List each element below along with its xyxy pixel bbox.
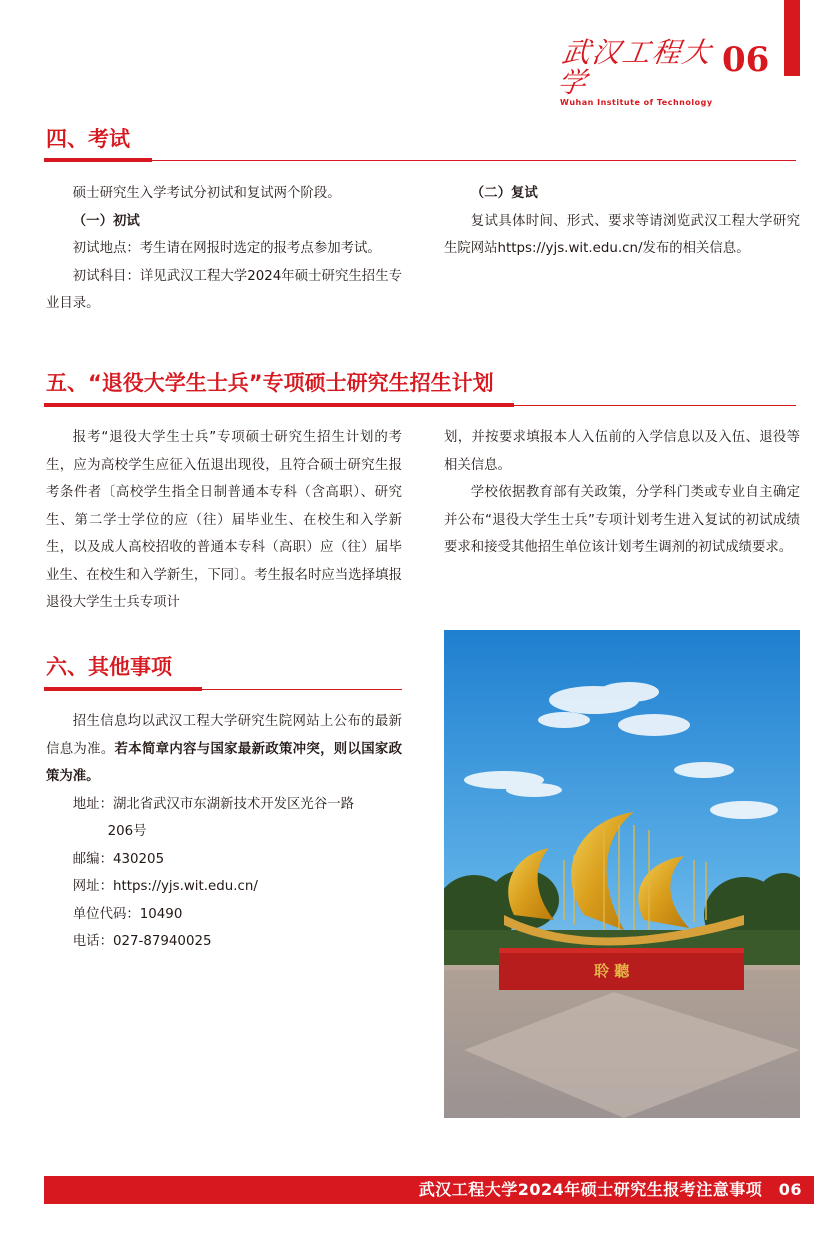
logo-chinese: 武汉工程大学	[555, 36, 715, 99]
unit-code: 单位代码：10490	[72, 906, 183, 922]
section6-title: 六、其他事项	[46, 655, 172, 679]
section6-p1-normal: 招生信息均以武汉工程大学研究生院网站上公布的最新信息为准。	[46, 714, 402, 757]
section4-right-column	[444, 180, 800, 263]
section4-sub1-p1: 初试地点：考生请在网报时选定的报考点参加考试。	[72, 241, 381, 256]
logo-english: Wuhan Institute of Technology	[560, 98, 713, 107]
section6-column	[46, 708, 402, 956]
section6-p1	[46, 708, 402, 791]
header-page-number: 06	[722, 40, 770, 80]
section5-p2: 学校依据教育部有关政策，分学科门类或专业自主确定并公布“退役大学生士兵”专项计划考生进入复试的初试成绩要求和接受其他招生单位该计划考生调剂的初试成绩要求。	[444, 485, 800, 555]
postcode: 邮编：430205	[72, 851, 165, 867]
phone: 电话：027-87940025	[72, 934, 212, 949]
section4-title: 四、考试	[46, 127, 130, 151]
section6-p1-bold: 若本简章内容与国家最新政策冲突，则以国家政策为准。	[46, 741, 403, 784]
section5-left-column	[46, 424, 402, 617]
section5-p1-left: 报考“退役大学生士兵”专项硕士研究生招生计划的考生，应为高校学生应征入伍退出现役，且符合硕士研究生报考条件者〔高校学生指全日制普通本专科（含高职）、研究生、第二学士学位的应（往）届毕业生、在校生和入学新生，以及成人高校招收的普通本专科（高职）应（往）届毕业生、在校生和入学新生，下同〕。考生报名时应当选择填报退役大学生士兵专项计	[46, 430, 402, 610]
campus-sculpture-photo	[444, 630, 800, 1118]
plaque-text: 聆 聽	[594, 962, 630, 980]
website: 网址：https://yjs.wit.edu.cn/	[72, 879, 258, 894]
section4-sub2-title: （二）复试	[470, 186, 538, 201]
university-logo	[555, 36, 720, 107]
address-line2: 206号	[107, 824, 147, 839]
section4-rule	[44, 160, 796, 161]
section4-rule-accent	[44, 158, 152, 162]
section4-left-column	[46, 180, 402, 318]
section4-sub2-p1: 复试具体时间、形式、要求等请浏览武汉工程大学研究生院网站https://yjs.wit.edu.cn/发布的相关信息。	[444, 213, 800, 256]
section6-rule-accent	[44, 687, 202, 691]
section4-sub1-title: （一）初试	[72, 213, 140, 229]
address-line1: 地址：湖北省武汉市东湖新技术开发区光谷一路	[72, 796, 354, 812]
section4-intro: 硕士研究生入学考试分初试和复试两个阶段。	[72, 186, 341, 201]
section4-sub1-p2: 初试科目：详见武汉工程大学2024年硕士研究生招生专业目录。	[46, 268, 402, 311]
section5-right-column	[444, 424, 800, 562]
section5-p1-right: 划，并按要求填报本人入伍前的入学信息以及入伍、退役等相关信息。	[444, 430, 800, 473]
header-red-bar	[784, 0, 800, 76]
footer-title: 武汉工程大学2024年硕士研究生报考注意事项 06	[418, 1180, 802, 1199]
section5-rule-accent	[44, 403, 514, 407]
section5-title: 五、“退役大学生士兵”专项硕士研究生招生计划	[46, 371, 494, 395]
